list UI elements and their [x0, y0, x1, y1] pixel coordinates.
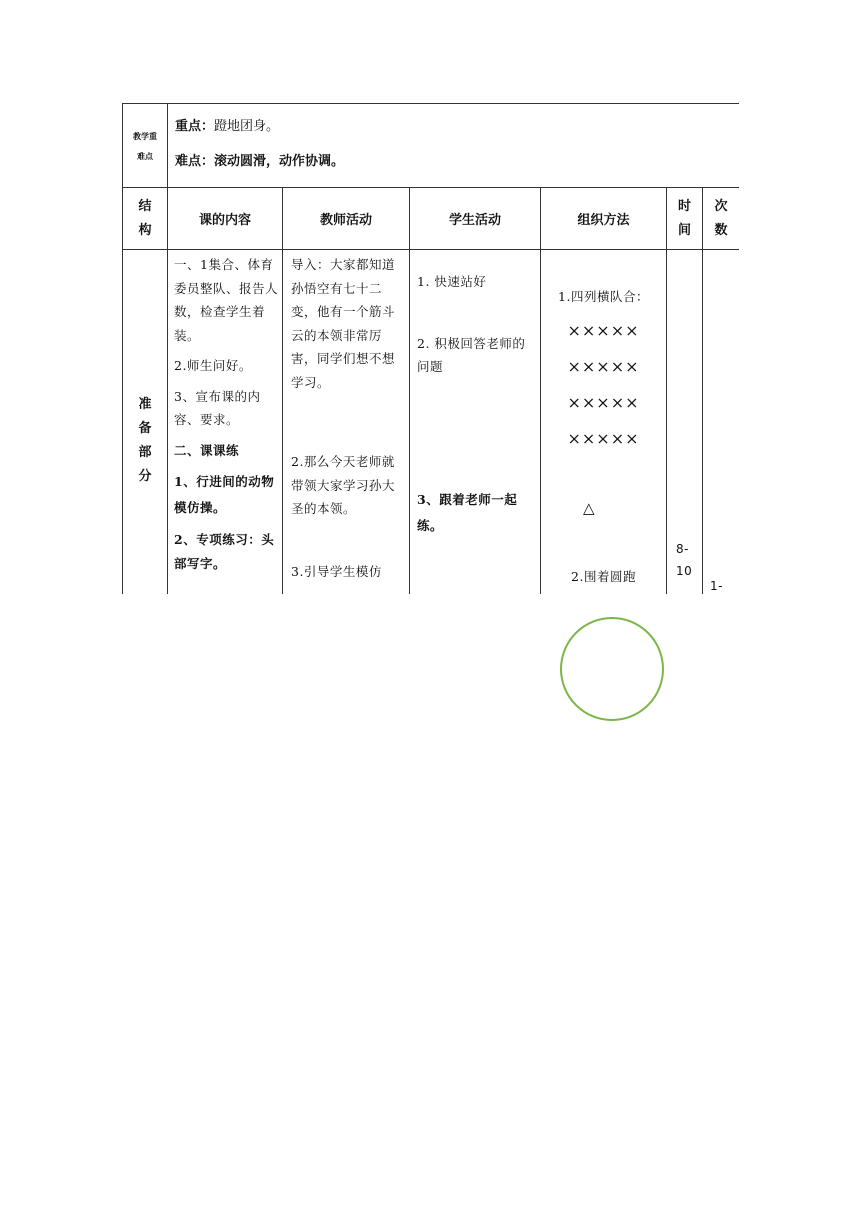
section-cell: [123, 250, 168, 595]
header-row: [123, 188, 740, 250]
focus-label-cell: [123, 104, 168, 188]
header-teacher: 教师活动: [283, 188, 410, 250]
focus-row: [123, 104, 740, 188]
section-label: 准备部分: [138, 397, 152, 484]
header-organization: 组织方法: [541, 188, 667, 250]
difficulty-line: [175, 150, 739, 169]
green-circle-shape: [560, 617, 664, 721]
key-point-text: 蹬地团身。: [214, 119, 280, 134]
formation-row-2: ×××××: [567, 356, 640, 376]
time-cell: [667, 250, 703, 595]
content-item-4: 二、课课练: [174, 442, 240, 458]
time-line-1: 8-: [676, 542, 689, 556]
teacher-item-1: 导入：大家都知道孙悟空有七十二变，他有一个筋斗云的本领非常厉害，同学们想不想学习。: [291, 257, 396, 390]
formation-row-4: ×××××: [567, 428, 640, 448]
content-item-6: 2、专项练习：头部写字。: [174, 532, 275, 571]
focus-label: 教学重难点: [133, 130, 157, 161]
student-item-1: 1. 快速站好: [417, 274, 487, 289]
difficulty-text: 滚动圆滑，动作协调。: [214, 154, 345, 169]
formation-row-1: ×××××: [567, 320, 640, 340]
organization-run: 2.围着圆跑: [571, 569, 636, 584]
header-content: 课的内容: [168, 188, 283, 250]
key-point-line: [175, 115, 739, 134]
content-item-2: 2.师生问好。: [174, 358, 252, 373]
content-cell: [168, 250, 283, 595]
header-structure: 结构: [138, 198, 152, 238]
difficulty-label: 难点：: [175, 154, 215, 169]
reps-cell: [703, 250, 740, 595]
teacher-cell: [283, 250, 410, 595]
header-student: 学生活动: [410, 188, 541, 250]
header-structure-cell: [123, 188, 168, 250]
preparation-row: [123, 250, 740, 595]
key-point-label: 重点：: [175, 119, 215, 134]
content-item-5: 1、行进间的动物模仿操。: [174, 474, 275, 515]
header-time-cell: [667, 188, 703, 250]
content-item-1: 一、1集合、体育委员整队、报告人 数，检查学生着装。: [174, 257, 279, 343]
time-line-2: 10: [676, 564, 693, 578]
reps-value: 1-: [710, 579, 723, 593]
header-time: 时间: [677, 198, 691, 238]
header-reps-cell: [703, 188, 740, 250]
header-reps: 次数: [714, 198, 728, 238]
content-item-3: 3、宣布课的内容、要求。: [174, 388, 261, 427]
teacher-position-triangle: △: [583, 498, 596, 517]
organization-title: 1.四列横队合：: [558, 289, 649, 304]
organization-cell: [541, 250, 667, 595]
formation-row-3: ×××××: [567, 392, 640, 412]
student-item-2: 2. 积极回答老师的问题: [417, 335, 526, 374]
focus-cell: [168, 104, 740, 188]
teacher-item-2: 2.那么今天老师就带领大家学习孙大圣的本领。: [291, 454, 396, 516]
lesson-plan-table: [122, 103, 739, 594]
student-item-3: 3、跟着老师一起练。: [417, 491, 518, 533]
teacher-item-3: 3.引导学生模仿: [291, 563, 382, 579]
student-cell: [410, 250, 541, 595]
